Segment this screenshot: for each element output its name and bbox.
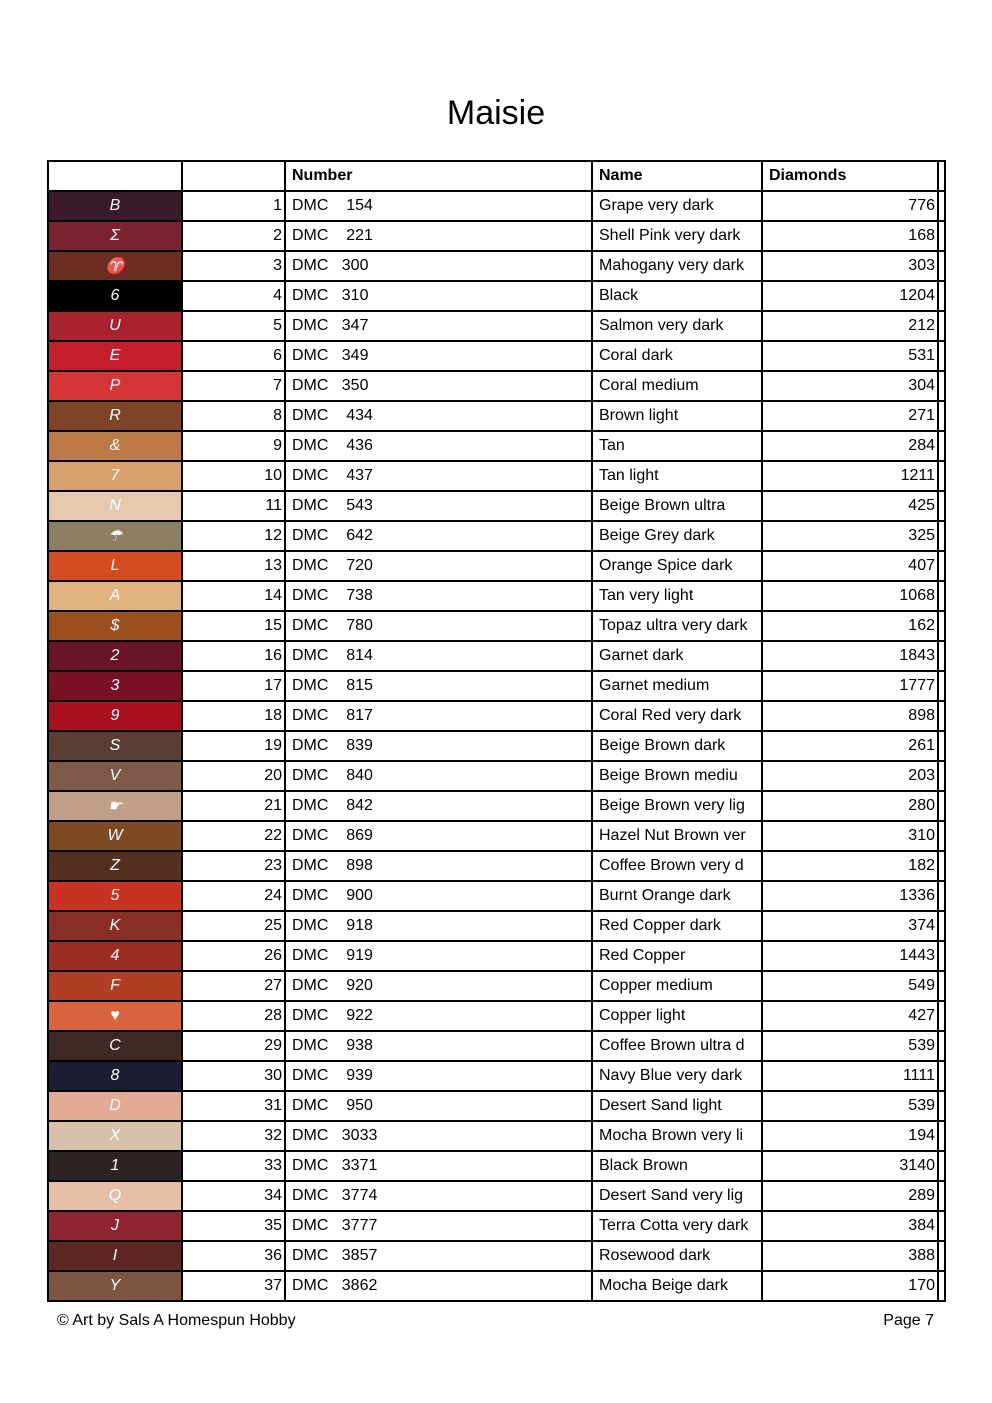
color-name: Red Copper dark [592, 911, 762, 941]
color-name: Coffee Brown ultra d [592, 1031, 762, 1061]
header-symbol [48, 161, 182, 191]
row-edge [938, 1181, 945, 1211]
row-index: 19 [182, 731, 285, 761]
color-swatch: 3 [48, 671, 182, 701]
diamond-count: 261 [762, 731, 938, 761]
diamond-count: 384 [762, 1211, 938, 1241]
row-index: 20 [182, 761, 285, 791]
row-edge [938, 911, 945, 941]
diamond-count: 539 [762, 1031, 938, 1061]
diamond-count: 1068 [762, 581, 938, 611]
table-row [48, 1241, 945, 1271]
diamond-count: 776 [762, 191, 938, 221]
color-name: Rosewood dark [592, 1241, 762, 1271]
dmc-number: DMC 543 [285, 491, 592, 521]
color-swatch: B [48, 191, 182, 221]
diamond-count: 531 [762, 341, 938, 371]
diamond-count: 898 [762, 701, 938, 731]
row-edge [938, 1211, 945, 1241]
diamond-count: 1443 [762, 941, 938, 971]
row-edge [938, 551, 945, 581]
table-row [48, 641, 945, 671]
color-name: Mocha Brown very li [592, 1121, 762, 1151]
color-name: Beige Brown ultra [592, 491, 762, 521]
color-swatch: A [48, 581, 182, 611]
row-index: 25 [182, 911, 285, 941]
row-index: 22 [182, 821, 285, 851]
row-index: 30 [182, 1061, 285, 1091]
row-index: 6 [182, 341, 285, 371]
table-row [48, 401, 945, 431]
header-number: Number [285, 161, 592, 191]
dmc-number: DMC 950 [285, 1091, 592, 1121]
dmc-number: DMC 898 [285, 851, 592, 881]
color-swatch: Y [48, 1271, 182, 1301]
dmc-number: DMC 3862 [285, 1271, 592, 1301]
row-index: 13 [182, 551, 285, 581]
color-name: Coral medium [592, 371, 762, 401]
color-swatch: F [48, 971, 182, 1001]
color-swatch: 9 [48, 701, 182, 731]
dmc-number: DMC 900 [285, 881, 592, 911]
color-swatch: 4 [48, 941, 182, 971]
dmc-number: DMC 436 [285, 431, 592, 461]
dmc-number: DMC 817 [285, 701, 592, 731]
footer-copyright: © Art by Sals A Homespun Hobby [57, 1312, 296, 1329]
diamond-count: 427 [762, 1001, 938, 1031]
row-edge [938, 761, 945, 791]
diamond-count: 168 [762, 221, 938, 251]
row-index: 11 [182, 491, 285, 521]
row-edge [938, 881, 945, 911]
dmc-number: DMC 221 [285, 221, 592, 251]
diamond-count: 325 [762, 521, 938, 551]
row-index: 4 [182, 281, 285, 311]
table-row [48, 821, 945, 851]
color-swatch: ♈ [48, 251, 182, 281]
row-edge [938, 221, 945, 251]
diamond-count: 194 [762, 1121, 938, 1151]
diamond-count: 1111 [762, 1061, 938, 1091]
color-name: Terra Cotta very dark [592, 1211, 762, 1241]
color-swatch: ☂ [48, 521, 182, 551]
row-index: 7 [182, 371, 285, 401]
dmc-number: DMC 869 [285, 821, 592, 851]
row-edge [938, 791, 945, 821]
dmc-number: DMC 350 [285, 371, 592, 401]
diamond-count: 170 [762, 1271, 938, 1301]
color-name: Topaz ultra very dark [592, 611, 762, 641]
row-index: 10 [182, 461, 285, 491]
dmc-number: DMC 154 [285, 191, 592, 221]
color-swatch: R [48, 401, 182, 431]
table-row [48, 521, 945, 551]
dmc-number: DMC 3857 [285, 1241, 592, 1271]
dmc-number: DMC 642 [285, 521, 592, 551]
table-row [48, 1271, 945, 1301]
color-swatch: Q [48, 1181, 182, 1211]
diamond-count: 162 [762, 611, 938, 641]
dmc-number: DMC 3777 [285, 1211, 592, 1241]
color-swatch: V [48, 761, 182, 791]
color-name: Navy Blue very dark [592, 1061, 762, 1091]
row-edge [938, 1061, 945, 1091]
diamond-count: 280 [762, 791, 938, 821]
row-edge [938, 1241, 945, 1271]
row-index: 28 [182, 1001, 285, 1031]
row-index: 34 [182, 1181, 285, 1211]
diamond-count: 182 [762, 851, 938, 881]
color-name: Beige Brown dark [592, 731, 762, 761]
color-swatch: & [48, 431, 182, 461]
row-index: 12 [182, 521, 285, 551]
color-name: Salmon very dark [592, 311, 762, 341]
row-edge [938, 1091, 945, 1121]
color-swatch: P [48, 371, 182, 401]
row-edge [938, 341, 945, 371]
color-name: Beige Grey dark [592, 521, 762, 551]
row-index: 14 [182, 581, 285, 611]
dmc-number: DMC 840 [285, 761, 592, 791]
table-row [48, 431, 945, 461]
table-row [48, 341, 945, 371]
diamond-count: 303 [762, 251, 938, 281]
color-name: Burnt Orange dark [592, 881, 762, 911]
table-row [48, 191, 945, 221]
footer-page-number: Page 7 [883, 1312, 934, 1329]
color-swatch: 6 [48, 281, 182, 311]
row-edge [938, 731, 945, 761]
diamond-count: 271 [762, 401, 938, 431]
table-row [48, 851, 945, 881]
table-row [48, 911, 945, 941]
color-name: Brown light [592, 401, 762, 431]
row-edge [938, 611, 945, 641]
row-edge [938, 521, 945, 551]
color-swatch: J [48, 1211, 182, 1241]
row-index: 1 [182, 191, 285, 221]
table-row [48, 1091, 945, 1121]
diamond-count: 407 [762, 551, 938, 581]
color-name: Tan [592, 431, 762, 461]
dmc-number: DMC 3371 [285, 1151, 592, 1181]
dmc-number: DMC 815 [285, 671, 592, 701]
color-name: Beige Brown very lig [592, 791, 762, 821]
diamond-count: 289 [762, 1181, 938, 1211]
table-row [48, 1061, 945, 1091]
row-index: 18 [182, 701, 285, 731]
dmc-number: DMC 347 [285, 311, 592, 341]
row-index: 3 [182, 251, 285, 281]
table-row [48, 791, 945, 821]
color-swatch: ☛ [48, 791, 182, 821]
row-edge [938, 191, 945, 221]
dmc-number: DMC 920 [285, 971, 592, 1001]
table-row [48, 701, 945, 731]
color-swatch: U [48, 311, 182, 341]
color-swatch: W [48, 821, 182, 851]
row-edge [938, 1151, 945, 1181]
dmc-number: DMC 3774 [285, 1181, 592, 1211]
row-edge [938, 671, 945, 701]
diamond-count: 388 [762, 1241, 938, 1271]
color-swatch: I [48, 1241, 182, 1271]
table-row [48, 371, 945, 401]
table-row [48, 1001, 945, 1031]
color-name: Coral dark [592, 341, 762, 371]
row-edge [938, 281, 945, 311]
color-swatch: S [48, 731, 182, 761]
row-edge [938, 1121, 945, 1151]
color-name: Desert Sand light [592, 1091, 762, 1121]
table-row [48, 1121, 945, 1151]
dmc-number: DMC 720 [285, 551, 592, 581]
color-swatch: Σ [48, 221, 182, 251]
color-swatch: 5 [48, 881, 182, 911]
dmc-number: DMC 922 [285, 1001, 592, 1031]
diamond-count: 425 [762, 491, 938, 521]
table-row [48, 1151, 945, 1181]
color-swatch: ♥ [48, 1001, 182, 1031]
header-diamonds: Diamonds [762, 161, 938, 191]
color-name: Copper light [592, 1001, 762, 1031]
diamond-count: 1204 [762, 281, 938, 311]
dmc-number: DMC 918 [285, 911, 592, 941]
diamond-count: 310 [762, 821, 938, 851]
row-edge [938, 851, 945, 881]
color-name: Beige Brown mediu [592, 761, 762, 791]
page-title: Maisie [446, 94, 546, 132]
header-index [182, 161, 285, 191]
row-index: 15 [182, 611, 285, 641]
diamond-count: 3140 [762, 1151, 938, 1181]
diamond-count: 203 [762, 761, 938, 791]
color-name: Garnet dark [592, 641, 762, 671]
row-index: 5 [182, 311, 285, 341]
diamond-count: 1843 [762, 641, 938, 671]
row-edge [938, 821, 945, 851]
diamond-count: 304 [762, 371, 938, 401]
row-index: 17 [182, 671, 285, 701]
table-row [48, 281, 945, 311]
row-index: 29 [182, 1031, 285, 1061]
row-index: 37 [182, 1271, 285, 1301]
dmc-number: DMC 780 [285, 611, 592, 641]
diamond-count: 549 [762, 971, 938, 1001]
header-edge [938, 161, 945, 191]
dmc-number: DMC 814 [285, 641, 592, 671]
color-name: Garnet medium [592, 671, 762, 701]
table-row [48, 671, 945, 701]
row-index: 26 [182, 941, 285, 971]
color-name: Tan very light [592, 581, 762, 611]
row-index: 32 [182, 1121, 285, 1151]
color-swatch: D [48, 1091, 182, 1121]
row-edge [938, 641, 945, 671]
row-index: 8 [182, 401, 285, 431]
table-row [48, 251, 945, 281]
dmc-number: DMC 738 [285, 581, 592, 611]
row-edge [938, 401, 945, 431]
row-index: 23 [182, 851, 285, 881]
table-row [48, 611, 945, 641]
diamond-count: 212 [762, 311, 938, 341]
table-row [48, 881, 945, 911]
row-index: 16 [182, 641, 285, 671]
color-name: Tan light [592, 461, 762, 491]
color-swatch: X [48, 1121, 182, 1151]
color-swatch: 2 [48, 641, 182, 671]
color-name: Black [592, 281, 762, 311]
color-name: Copper medium [592, 971, 762, 1001]
color-swatch: N [48, 491, 182, 521]
row-index: 31 [182, 1091, 285, 1121]
row-edge [938, 581, 945, 611]
header-name: Name [592, 161, 762, 191]
row-index: 36 [182, 1241, 285, 1271]
dmc-number: DMC 842 [285, 791, 592, 821]
row-index: 35 [182, 1211, 285, 1241]
color-swatch: K [48, 911, 182, 941]
row-edge [938, 701, 945, 731]
row-index: 27 [182, 971, 285, 1001]
color-name: Shell Pink very dark [592, 221, 762, 251]
row-edge [938, 1031, 945, 1061]
dmc-number: DMC 939 [285, 1061, 592, 1091]
color-swatch: 1 [48, 1151, 182, 1181]
color-swatch: C [48, 1031, 182, 1061]
color-swatch: 8 [48, 1061, 182, 1091]
table-row [48, 491, 945, 521]
row-edge [938, 1271, 945, 1301]
color-name: Grape very dark [592, 191, 762, 221]
color-name: Orange Spice dark [592, 551, 762, 581]
color-swatch: $ [48, 611, 182, 641]
dmc-number: DMC 919 [285, 941, 592, 971]
color-legend-table [47, 160, 946, 1302]
row-edge [938, 251, 945, 281]
table-row [48, 971, 945, 1001]
color-name: Hazel Nut Brown ver [592, 821, 762, 851]
row-edge [938, 971, 945, 1001]
table-row [48, 551, 945, 581]
row-edge [938, 371, 945, 401]
dmc-number: DMC 310 [285, 281, 592, 311]
dmc-number: DMC 3033 [285, 1121, 592, 1151]
color-swatch: L [48, 551, 182, 581]
diamond-count: 1336 [762, 881, 938, 911]
color-swatch: 7 [48, 461, 182, 491]
color-name: Red Copper [592, 941, 762, 971]
color-name: Coffee Brown very d [592, 851, 762, 881]
diamond-count: 1211 [762, 461, 938, 491]
row-index: 24 [182, 881, 285, 911]
table-row [48, 1211, 945, 1241]
table-row [48, 761, 945, 791]
diamond-count: 284 [762, 431, 938, 461]
color-name: Coral Red very dark [592, 701, 762, 731]
row-edge [938, 461, 945, 491]
table-row [48, 581, 945, 611]
color-swatch: Z [48, 851, 182, 881]
dmc-number: DMC 437 [285, 461, 592, 491]
table-row [48, 941, 945, 971]
row-edge [938, 431, 945, 461]
color-name: Black Brown [592, 1151, 762, 1181]
row-edge [938, 491, 945, 521]
row-edge [938, 1001, 945, 1031]
table-row [48, 311, 945, 341]
row-index: 33 [182, 1151, 285, 1181]
row-index: 2 [182, 221, 285, 251]
row-index: 21 [182, 791, 285, 821]
diamond-count: 374 [762, 911, 938, 941]
color-swatch: E [48, 341, 182, 371]
row-edge [938, 941, 945, 971]
dmc-number: DMC 434 [285, 401, 592, 431]
table-row [48, 461, 945, 491]
diamond-count: 539 [762, 1091, 938, 1121]
table-row [48, 1181, 945, 1211]
dmc-number: DMC 938 [285, 1031, 592, 1061]
color-name: Mocha Beige dark [592, 1271, 762, 1301]
table-header-row [48, 161, 945, 191]
table-row [48, 731, 945, 761]
color-name: Mahogany very dark [592, 251, 762, 281]
dmc-number: DMC 349 [285, 341, 592, 371]
diamond-count: 1777 [762, 671, 938, 701]
table-row [48, 221, 945, 251]
row-index: 9 [182, 431, 285, 461]
row-edge [938, 311, 945, 341]
dmc-number: DMC 839 [285, 731, 592, 761]
color-name: Desert Sand very lig [592, 1181, 762, 1211]
dmc-number: DMC 300 [285, 251, 592, 281]
table-row [48, 1031, 945, 1061]
